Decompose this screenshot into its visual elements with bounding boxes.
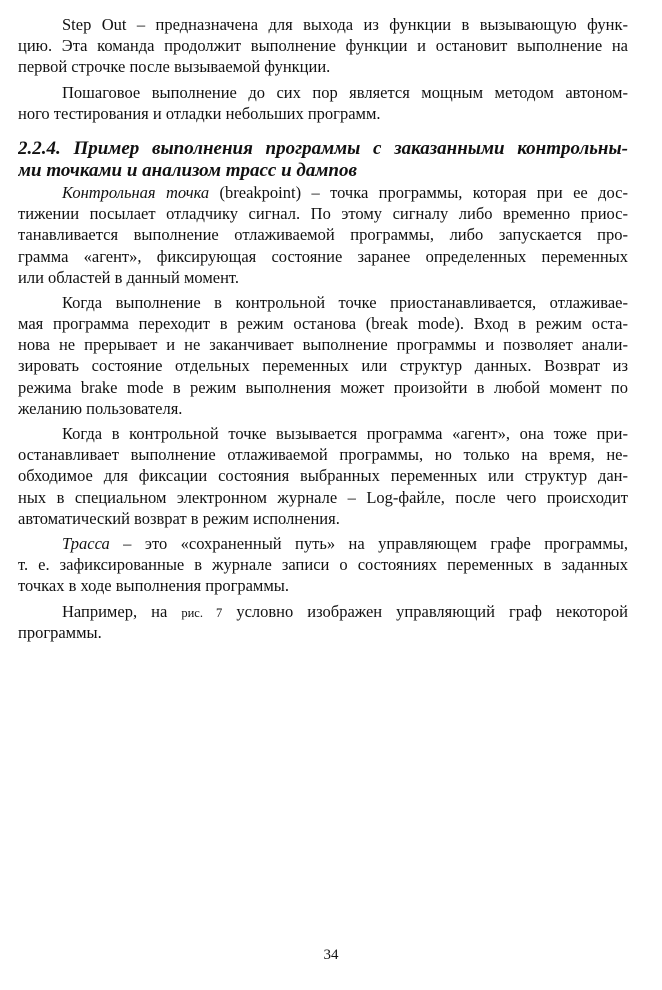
heading-line: 2.2.4. Пример выполнения программы с заказанными контрольны- <box>18 137 628 159</box>
text-line: цию. Эта команда продолжит выполнение функции и остановит выполнение на <box>18 36 628 56</box>
text-line: т. е. зафиксированные в журнале записи о состояниях переменных в заданных <box>18 555 628 575</box>
paragraph-stepwise <box>18 82 628 124</box>
text-line: точках в ходе выполнения программы. <box>18 576 290 596</box>
text-line: ного тестирования и отладки небольших программ. <box>18 103 381 123</box>
heading-line: ми точками и анализом трасс и дампов <box>18 159 357 181</box>
figure-reference: рис. 7 <box>181 605 223 620</box>
text-line: Step Out – предназначена для выхода из функции в вызывающую функ- <box>62 15 628 34</box>
text-line: останавливает выполнение отлаживаемой программы, но только на время, не- <box>18 445 628 465</box>
text-line: Когда в контрольной точке вызывается программа «агент», она тоже при- <box>62 424 628 443</box>
text-line: или областей в данный момент. <box>18 267 240 287</box>
text-line: грамма «агент», фиксирующая состояние заранее определенных переменных <box>18 246 628 266</box>
text-line: зировать состояние отдельных переменных или структур данных. Возврат из <box>18 356 628 376</box>
text-line: режима brake mode в режим выполнения может произойти в любой момент по <box>18 377 628 397</box>
text-span: (breakpoint) – точка программы, которая при ее дос- <box>209 182 628 202</box>
paragraph-example <box>18 601 628 643</box>
text-line: танавливается выполнение отлаживаемой программы, либо запускается про- <box>18 225 628 245</box>
text-line: программы. <box>18 622 102 642</box>
text-line: желанию пользователя. <box>18 398 183 418</box>
paragraph-break-mode <box>18 292 628 419</box>
text-line: обходимое для фиксации состояния выбранных переменных или структур дан- <box>18 466 628 486</box>
text-line: ных в специальном электронном журнале – Log-файле, после чего происходит <box>18 487 628 507</box>
text-line: тижении посылает отладчику сигнал. По этому сигналу либо временно приос- <box>18 204 628 224</box>
text-line <box>18 182 628 203</box>
text-line: Когда выполнение в контрольной точке приостанавливается, отлаживае- <box>62 292 628 312</box>
page-number: 34 <box>323 947 339 963</box>
paragraph-breakpoint <box>18 182 628 288</box>
term-trace: Трасса – <box>62 533 132 553</box>
text-line: автоматический возврат в режим исполнения. <box>18 508 340 528</box>
section-heading <box>18 138 628 182</box>
text-line: нова не прерывает и не заканчивает выполнение программы и позволяет анали- <box>18 335 628 355</box>
text-line: Пошаговое выполнение до сих пор является мощным методом автоном- <box>62 82 628 102</box>
text-span: условно изображен управляющий граф некоторой <box>222 601 628 621</box>
paragraph-agent <box>18 423 628 529</box>
text-span: Например, на <box>62 601 182 621</box>
paragraph-trace <box>18 533 628 597</box>
document-page <box>18 14 628 643</box>
text-line: первой строчке после вызываемой функции. <box>18 57 331 77</box>
text-line <box>18 533 628 554</box>
term-breakpoint: Контрольная точка <box>62 182 210 202</box>
text-line <box>18 601 628 622</box>
text-span: это «сохраненный путь» на управляющем графе программы, <box>131 533 628 553</box>
paragraph-step-out <box>18 14 628 78</box>
text-line: мая программа переходит в режим останова (break mode). Вход в режим оста- <box>18 314 628 334</box>
